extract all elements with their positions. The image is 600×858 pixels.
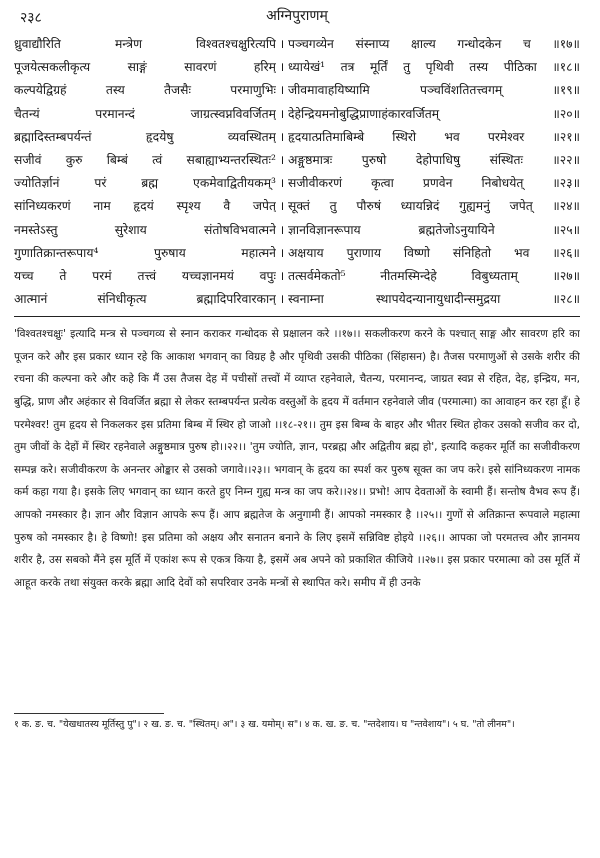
verse-line	[14, 171, 580, 194]
footnote-divider	[14, 713, 164, 714]
verse-word: हृदयेषु	[145, 129, 174, 144]
verse-first-half	[14, 151, 276, 168]
verse-second-half	[288, 197, 580, 214]
verse-word: च	[522, 37, 531, 52]
verse-line	[14, 148, 580, 171]
verse-word: संतोषविभवात्मने	[204, 222, 276, 237]
verse-word: ॥२२॥	[552, 153, 580, 168]
verse-word: स्पृश्य	[176, 199, 201, 214]
verse-word: चैतन्यं	[14, 106, 40, 121]
verse-word: जाग्रत्स्वप्नविवर्जितम्	[190, 106, 276, 121]
verse-word: पृथिवी	[425, 60, 454, 75]
verse-word: जपेत्	[252, 199, 276, 214]
verse-first-half	[14, 174, 276, 191]
verse-word: परमाणुभिः	[230, 83, 276, 98]
page-header	[14, 0, 580, 30]
verse-word: ब्रह्म	[141, 176, 159, 191]
danda-separator: ।	[279, 245, 285, 260]
verse-word: ॥२८॥	[552, 292, 580, 307]
verse-word: ब्रह्मतेजोऽनुयायिने	[418, 222, 495, 237]
verse-word: ते	[59, 268, 67, 283]
verse-line	[14, 218, 580, 241]
verse-word: कृत्वा	[371, 176, 394, 191]
verse-word: आत्मानं	[14, 292, 48, 307]
verse-second-half	[288, 244, 580, 261]
verse-word: नमस्तेऽस्तु	[14, 222, 58, 237]
verse-first-half	[14, 128, 276, 145]
verse-word: पुराणाय	[346, 245, 381, 260]
verse-word: देहेन्द्रियमनोबुद्धिप्राणाहंकारवर्जितम्	[288, 106, 440, 121]
verse-word: व्यवस्थितम्	[227, 129, 276, 144]
verse-word: विष्णो	[403, 245, 430, 260]
danda-separator: ।	[279, 199, 285, 214]
verse-word: तत्त्वं	[137, 268, 157, 283]
verse-word: संनिधीकृत्य	[97, 292, 147, 307]
verse-word: संनिहितो	[452, 245, 492, 260]
verse-word: तत्र	[340, 60, 355, 75]
verse-word: नाम	[93, 199, 111, 214]
verse-first-half	[14, 290, 276, 307]
verse-word: पीठिका	[503, 60, 537, 75]
danda-separator: ।	[279, 60, 285, 75]
verse-word: स्थापयेदन्यानायुधादीन्समुद्रया	[376, 292, 501, 307]
verse-word: संस्थितः	[489, 153, 523, 168]
verse-word: ॥१७॥	[552, 37, 580, 52]
verse-word: पौरुषं	[356, 199, 381, 214]
verse-word: स्वनाम्ना	[288, 292, 324, 307]
verse-word: एकमेवाद्वितीयकम्³	[193, 176, 276, 191]
sanskrit-verses	[14, 32, 580, 310]
verse-word: सूक्तं	[288, 199, 310, 214]
verse-word: प्रणवेन	[422, 176, 453, 191]
verse-word: यच्च	[14, 268, 34, 283]
verse-word: भव	[514, 245, 530, 260]
verse-word: जीवमावाहयिष्यामि	[288, 83, 370, 98]
verse-word: तैजसैः	[164, 83, 191, 98]
verse-word: अङ्गुष्ठमात्रः	[288, 153, 333, 168]
verse-word: ध्यायेखं¹	[288, 60, 326, 75]
verse-word: त्वं	[152, 153, 163, 168]
verse-first-half	[14, 81, 276, 98]
verse-word: जपेत्	[509, 199, 533, 214]
verse-word: पुरुषाय	[153, 245, 186, 260]
verse-word: सबाह्याभ्यन्तरस्थितः²	[186, 153, 276, 168]
verse-word: विश्वतश्चक्षुरित्यपि	[195, 37, 276, 52]
verse-word: ध्यायन्निदं	[400, 199, 440, 214]
verse-word: मन्त्रेण	[114, 37, 142, 52]
verse-word: ज्ञानविज्ञानरूपाय	[288, 222, 361, 237]
verse-second-half	[288, 267, 580, 284]
verse-word: हरिम्	[253, 60, 276, 75]
verse-word: देहोपाधिषु	[415, 153, 461, 168]
verse-line	[14, 125, 580, 148]
verse-line	[14, 264, 580, 287]
page-number: २३८	[20, 10, 42, 26]
verse-word: परमं	[92, 268, 112, 283]
danda-separator: ।	[279, 83, 285, 98]
verse-word: ॥२७॥	[552, 268, 580, 283]
verse-word: पुरुषो	[361, 153, 387, 168]
verse-line	[14, 102, 580, 125]
verse-word: बिम्बं	[106, 153, 128, 168]
verse-word: मूर्तिं	[369, 60, 388, 75]
verse-first-half	[14, 105, 276, 122]
verse-word: ॥२०॥	[552, 106, 580, 121]
verse-line	[14, 194, 580, 217]
danda-separator: ।	[279, 222, 285, 237]
verse-first-half	[14, 58, 276, 75]
danda-separator: ।	[279, 153, 285, 168]
verse-word: यच्चज्ञानमयं	[181, 268, 234, 283]
verse-word: ॥१९॥	[552, 83, 580, 98]
verse-word: निबोधयेत्	[481, 176, 524, 191]
hindi-translation: 'विश्वतश्चक्षुः' इत्यादि मन्त्र से पञ्चगव्य से स्नान कराकर गन्धोदक से प्रक्षालन करे ।।१७।। सकलीकरण करने के पश्चात् साङ्ग और सावरण हरि का पूजन करे और इस प्रकार ध्यान रहे कि आकाश भगवान् का विग्रह है और पृथिवी उसकी पीठिका (सिंहासन) है। तैजस परमाणुओं से उसके शरीर की रचना की कल्पना करे और कहे कि मैं उस तैजस देह में पचीसों तत्त्वों में व्याप्त रहनेवाले, चैतन्य, परमानन्द, जाग्रत स्वप्न से रहित, देह, इन्द्रिय, मन, बुद्धि, प्राण और अहंकार से विवर्जित ब्रह्मा से लेकर स्तम्बपर्यन्त प्रत्येक वस्तुओं के हृदय में वर्तमान रहनेवाले जीव (परमात्मा) का आवाहन कर रहा हूँ। हे परमेश्वर! तुम हृदय से निकलकर इस प्रतिमा बिम्ब में स्थिर हो जाओ ।।१८-२१।। तुम इस बिम्ब के बाहर और भीतर स्थित होकर उसको सजीव कर दो, तुम जीवों के देहों में स्थिर रहनेवाले अङ्गुष्ठमात्र पुरुष हो।।२२।। 'तुम ज्योति, ज्ञान, परब्रह्म और अद्वितीय ब्रह्म हो', इत्यादि कहकर मूर्ति का सजीवीकरण सम्पन्न करे। सजीवीकरण के अनन्तर ओङ्कार से उसको जगावे।।२३।। भगवान् के हृदय का स्पर्श कर पुरुष सूक्त का जप करे। इसे सांनिध्यकरण नामक कर्म कहा गया है। इसके लिए भगवान् का ध्यान करते हुए निम्न गुह्य मन्त्र का जप करे।।२४।। प्रभो! आप देवताओं के स्वामी हैं। सन्तोष वैभव रूप हैं। आपको नमस्कार है। ज्ञान और विज्ञान आपके रूप हैं। आप ब्रह्मतेज के अनुगामी हैं। आपको नमस्कार है ।।२५।। गुणों से अतिक्रान्त रूपवाले महात्मा पुरुष को नमस्कार है। हे विष्णो! इस प्रतिमा को अक्षय और सनातन बनाने के लिए इसमें सन्निविष्ट होइये ।।२६।। आपका जो परमतत्त्व और ज्ञानमय शरीर है, उस सबको मैंने इस मूर्ति में एकांश रूप से एकत्र किया है, इसमें अब अपने को प्रकाशित कीजिये ।।२७।। इस प्रकार परमात्मा को उस मूर्ति में आहूत करके तथा संयुक्त करके ब्रह्मा आदि देवों को सपरिवार उनके मन्त्रों से स्थापित करे। समीप में ही उनके	[14, 328, 580, 589]
verse-word: ध्रुवाद्यौरिति	[14, 37, 61, 52]
verse-word: गन्धोदकेन	[457, 37, 502, 52]
section-divider	[14, 316, 580, 317]
verse-word: कल्पयेद्विग्रहं	[14, 83, 67, 98]
verse-word: अक्षयाय	[288, 245, 324, 260]
verse-word: स्थिरो	[392, 129, 417, 144]
verse-line	[14, 78, 580, 101]
verse-word: गुणातिक्रान्तरूपाय⁴	[14, 245, 99, 260]
verse-second-half	[288, 128, 580, 145]
verse-second-half	[288, 105, 580, 122]
verse-word: तत्सर्वमेकतो⁵	[288, 268, 346, 283]
verse-word: ज्योतिर्ज्ञानं	[14, 176, 60, 191]
verse-word: हृदयं	[133, 199, 154, 214]
verse-line	[14, 287, 580, 310]
verse-word: वपुः	[259, 268, 276, 283]
verse-second-half	[288, 221, 580, 238]
verse-word: ॥२१॥	[552, 129, 580, 144]
danda-separator: ।	[279, 292, 285, 307]
verse-word: ॥१८॥	[552, 60, 580, 75]
verse-word: पञ्चगव्येन	[288, 37, 334, 52]
danda-separator: ।	[279, 106, 285, 121]
verse-word: कुरु	[65, 153, 83, 168]
verse-word: गुह्यमनुं	[459, 199, 490, 214]
verse-second-half	[288, 151, 580, 168]
verse-word: साङ्गं	[127, 60, 147, 75]
verse-word: क्षाल्य	[411, 37, 436, 52]
verse-word: संस्नाप्य	[355, 37, 390, 52]
verse-word: पञ्चविंशतितत्त्वगम्	[420, 83, 503, 98]
danda-separator: ।	[279, 37, 285, 52]
verse-word: तस्य	[105, 83, 125, 98]
verse-first-half	[14, 244, 276, 261]
verse-second-half	[288, 290, 580, 307]
verse-word: ॥२५॥	[552, 222, 580, 237]
verse-word: परमेश्वर	[487, 129, 525, 144]
verse-line	[14, 241, 580, 264]
verse-word: सावरणं	[184, 60, 217, 75]
verse-word: ॥२३॥	[552, 176, 580, 191]
running-title: अग्निपुराणम्	[266, 8, 328, 24]
verse-word: परं	[94, 176, 107, 191]
verse-first-half	[14, 267, 276, 284]
verse-word: तस्य	[469, 60, 489, 75]
verse-line	[14, 55, 580, 78]
verse-first-half	[14, 197, 276, 214]
verse-word: वै	[223, 199, 231, 214]
verse-first-half	[14, 35, 276, 52]
danda-separator: ।	[279, 129, 285, 144]
verse-word: नीतमस्मिन्देहे	[380, 268, 437, 283]
verse-second-half	[288, 58, 580, 75]
verse-word: हृदयात्प्रतिमाबिम्बे	[288, 129, 365, 144]
verse-word: तु	[329, 199, 337, 214]
verse-first-half	[14, 221, 276, 238]
verse-word: विबुध्यताम्	[471, 268, 518, 283]
verse-word: पूजयेत्सकलीकृत्य	[14, 60, 91, 75]
verse-word: सजीवं	[14, 153, 42, 168]
verse-second-half	[288, 174, 580, 191]
verse-second-half	[288, 81, 580, 98]
danda-separator: ।	[279, 176, 285, 191]
footnotes: १ क. ङ. च. "येखधातस्य मूर्तिस्तु पु"। २ ख. ङ. च. "स्थितम्। अ"। ३ ख. यमोम्। स"। ४ क. ख. ङ. च. "न्तदेशाय। घ "न्तवेशाय"। ५ घ. "तो लीनम"।	[14, 719, 515, 731]
verse-word: तु	[403, 60, 411, 75]
verse-word: ब्रह्मादिस्तम्बपर्यन्तं	[14, 129, 92, 144]
verse-word: परमानन्दं	[95, 106, 135, 121]
verse-word: सुरेशाय	[114, 222, 147, 237]
verse-word: ब्रह्मादिपरिवारकान्	[196, 292, 276, 307]
verse-word: सांनिध्यकरणं	[14, 199, 71, 214]
verse-second-half	[288, 35, 580, 52]
verse-word: ॥२६॥	[552, 245, 580, 260]
verse-word: ॥२४॥	[552, 199, 580, 214]
verse-word: भव	[444, 129, 460, 144]
danda-separator: ।	[279, 268, 285, 283]
verse-word: सजीवीकरणं	[288, 176, 343, 191]
verse-word: महात्मने	[241, 245, 276, 260]
verse-line	[14, 32, 580, 55]
